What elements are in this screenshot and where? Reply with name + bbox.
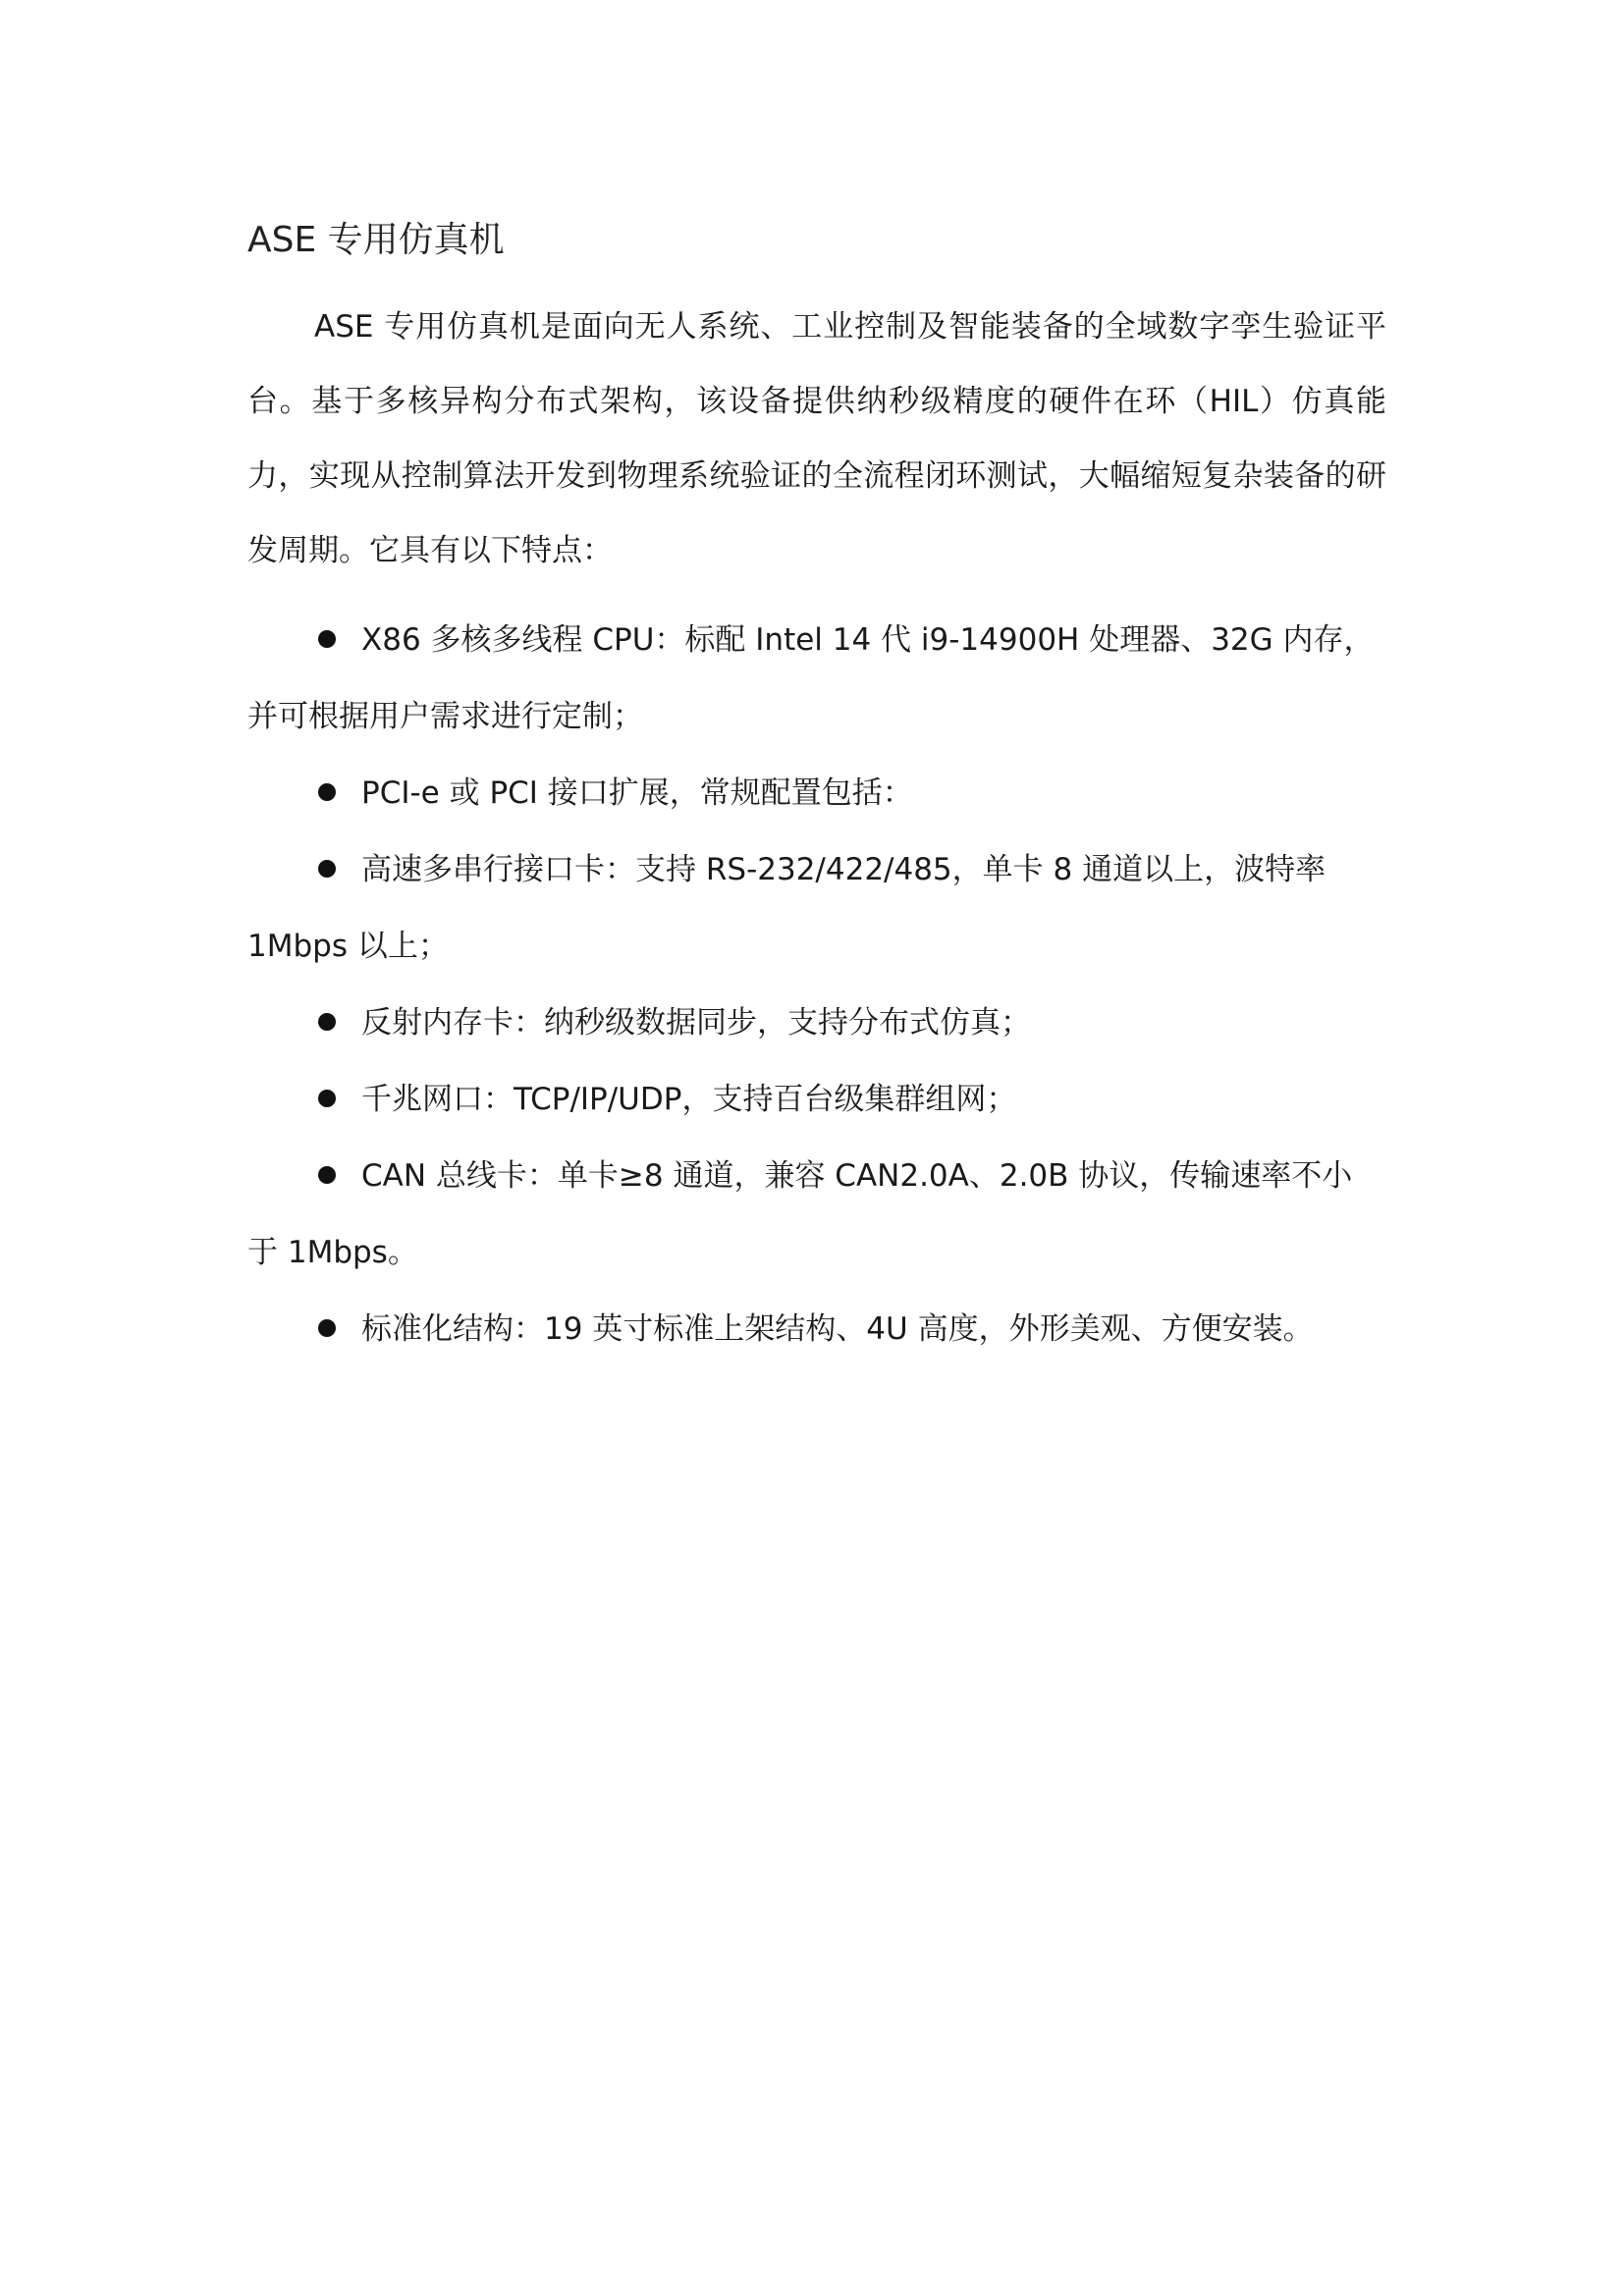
feature-item-reflective-memory xyxy=(247,985,1386,1061)
feature-text: 高速多串行接口卡：支持 RS-232/422/485，单卡 8 通道以上，波特率 xyxy=(361,852,1326,887)
bullet-icon xyxy=(318,1319,336,1337)
bullet-icon xyxy=(318,1166,336,1184)
feature-text: 千兆网口：TCP/IP/UDP，支持百台级集群组网； xyxy=(361,1082,1017,1117)
feature-text: PCI-e 或 PCI 接口扩展，常规配置包括： xyxy=(361,775,913,811)
document xyxy=(247,211,1386,1367)
bullet-icon xyxy=(318,1013,336,1031)
feature-item-cpu xyxy=(247,602,1386,755)
feature-item-gigabit xyxy=(247,1061,1386,1138)
feature-continuation: 于 1Mbps。 xyxy=(247,1235,418,1270)
feature-continuation: 1Mbps 以上； xyxy=(247,929,449,964)
feature-item-serial xyxy=(247,831,1386,985)
bullet-icon xyxy=(318,860,336,878)
feature-text: 标准化结构：19 英寸标准上架结构、4U 高度，外形美观、方便安装。 xyxy=(361,1311,1314,1347)
feature-text: CAN 总线卡：单卡≥8 通道，兼容 CAN2.0A、2.0B 协议，传输速率不小 xyxy=(361,1158,1353,1194)
intro-paragraph: ASE 专用仿真机是面向无人系统、工业控制及智能装备的全域数字孪生验证平台。基于多核异构分布式架构，该设备提供纳秒级精度的硬件在环（HIL）仿真能力，实现从控制算法开发到物理系统验证的全流程闭环测试，大幅缩短复杂装备的研发周期。它具有以下特点： xyxy=(247,309,1386,568)
bullet-icon xyxy=(318,630,336,648)
bullet-icon xyxy=(318,783,336,801)
feature-text: X86 多核多线程 CPU：标配 Intel 14 代 i9-14900H 处理器、32G 内存， xyxy=(361,622,1375,658)
feature-item-can xyxy=(247,1138,1386,1291)
feature-text: 反射内存卡：纳秒级数据同步，支持分布式仿真； xyxy=(361,1005,1031,1041)
feature-item-structure xyxy=(247,1291,1386,1367)
feature-continuation: 并可根据用户需求进行定制； xyxy=(247,699,643,734)
feature-list xyxy=(247,602,1386,1367)
document-title: ASE 专用仿真机 xyxy=(247,220,505,260)
feature-item-pcie xyxy=(247,755,1386,831)
bullet-icon xyxy=(318,1090,336,1107)
